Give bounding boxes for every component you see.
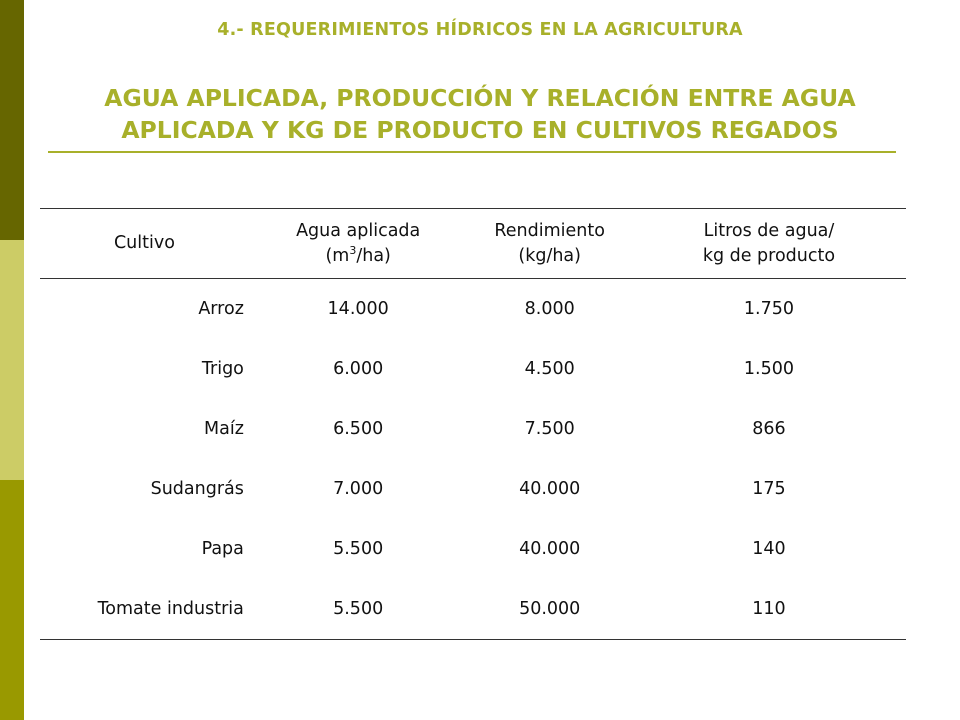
page-title [40,82,920,146]
sidebar-accent-bar [0,0,24,720]
cell-agua-aplicada: 14.000 [327,299,389,319]
header-agua-unit-suffix: /ha) [356,245,391,266]
cell-rendimiento: 40.000 [519,479,581,499]
cell-rendimiento: 8.000 [524,299,575,319]
header-agua-unit [249,244,468,269]
header-agua-unit-exponent: 3 [349,243,357,257]
cell-agua-aplicada: 6.000 [333,359,384,379]
table-row [40,519,906,579]
section-title: 4.- REQUERIMIENTOS HÍDRICOS EN LA AGRICULTURA [217,20,743,40]
cell-agua-aplicada: 5.500 [249,579,468,640]
title-underline [48,151,896,153]
header-cultivo-label: Cultivo [113,233,175,253]
cell-litros-por-kg: 1.750 [743,299,794,319]
header-agua-unit-prefix: (m [325,245,350,266]
cell-agua-aplicada: 5.500 [333,539,384,559]
header-agua-aplicada [249,209,468,279]
table-row [40,339,906,399]
table-row [40,459,906,519]
sidebar-segment-bottom [0,480,24,720]
header-rendimiento [467,209,631,279]
cell-agua-aplicada: 7.000 [333,479,384,499]
sidebar-segment-middle [0,240,24,480]
page-title-line-2: APLICADA Y KG DE PRODUCTO EN CULTIVOS REGADOS [121,116,839,144]
header-cultivo [40,209,249,279]
cell-agua-aplicada: 6.500 [333,419,384,439]
cell-rendimiento: 40.000 [519,539,581,559]
cell-cultivo: Arroz [198,299,244,319]
crop-water-table [40,208,906,640]
header-rendimiento-line-1: Rendimiento [494,220,605,241]
cell-cultivo: Trigo [201,359,244,379]
cell-rendimiento: 50.000 [467,579,631,640]
cell-litros-por-kg: 110 [632,579,906,640]
cell-cultivo: Papa [201,539,244,559]
header-agua-line-1: Agua aplicada [296,220,421,241]
table-header-row [40,209,906,279]
cell-cultivo: Sudangrás [150,479,244,499]
header-litros-line-1: Litros de agua/ [703,220,835,241]
cell-cultivo: Tomate industria [40,579,249,640]
cell-litros-por-kg: 866 [752,419,786,439]
header-litros-por-kg [632,209,906,279]
table-row [40,279,906,340]
table-row [40,579,906,640]
cell-litros-por-kg: 140 [752,539,786,559]
header-litros-line-2: kg de producto [702,245,836,266]
cell-cultivo: Maíz [204,419,244,439]
cell-rendimiento: 7.500 [524,419,575,439]
page-title-line-1: AGUA APLICADA, PRODUCCIÓN Y RELACIÓN ENTRE AGUA [104,84,856,112]
table-row [40,399,906,459]
header-rendimiento-line-2: (kg/ha) [518,245,581,266]
cell-litros-por-kg: 1.500 [743,359,794,379]
cell-litros-por-kg: 175 [752,479,786,499]
cell-rendimiento: 4.500 [524,359,575,379]
